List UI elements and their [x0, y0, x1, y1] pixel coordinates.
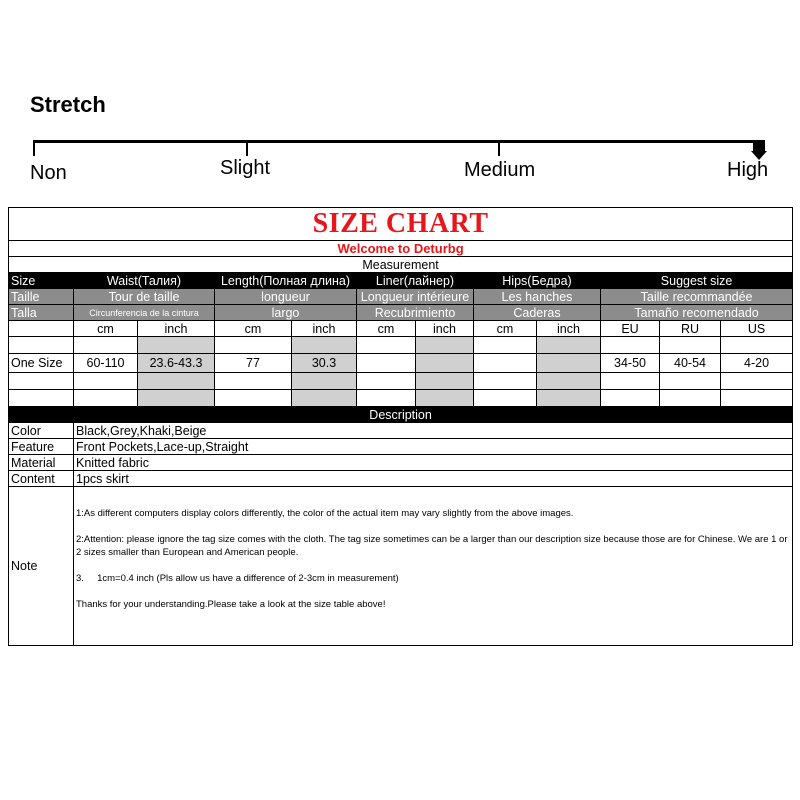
unit-cell: cm — [474, 321, 537, 337]
header-waist-es: Circunferencia de la cintura — [74, 305, 215, 321]
unit-cell: US — [721, 321, 793, 337]
table-cell — [474, 354, 537, 373]
header-length-es: largo — [215, 305, 357, 321]
stretch-level-high: High — [727, 159, 769, 181]
header-waist: Waist(Талия) — [74, 273, 215, 289]
table-row — [9, 354, 793, 373]
unit-cell: cm — [74, 321, 138, 337]
table-row — [9, 373, 793, 390]
header-length-fr: longueur — [215, 289, 357, 305]
stretch-scale-line — [33, 140, 765, 143]
description-row — [9, 423, 793, 439]
header-suggest-size-fr: Taille recommandée — [601, 289, 793, 305]
welcome-text: Welcome to Deturbg — [9, 241, 793, 257]
unit-cell: inch — [292, 321, 357, 337]
stretch-level-non: Non — [30, 162, 67, 184]
header-row-taille — [9, 289, 793, 305]
note-line-3: 3. 1cm=0.4 inch (Pls allow us have a difference of 2-3cm in measurement) — [76, 573, 399, 584]
description-label: Material — [9, 455, 74, 471]
description-row — [9, 439, 793, 455]
header-suggest-size-es: Tamaño recomendado — [601, 305, 793, 321]
header-liner-es: Recubrimiento — [357, 305, 474, 321]
units-blank — [9, 321, 74, 337]
description-value: Front Pockets,Lace-up,Straight — [74, 439, 793, 455]
header-row-size — [9, 273, 793, 289]
description-label: Feature — [9, 439, 74, 455]
header-hips-es: Caderas — [474, 305, 601, 321]
unit-cell: inch — [416, 321, 474, 337]
table-cell: 40-54 — [660, 354, 721, 373]
note-line-4: Thanks for your understanding.Please take a look at the size table above! — [76, 599, 386, 610]
header-waist-fr: Tour de taille — [74, 289, 215, 305]
note-row — [9, 487, 793, 646]
table-cell: 34-50 — [601, 354, 660, 373]
description-value: Knitted fabric — [74, 455, 793, 471]
table-cell — [357, 354, 416, 373]
description-row — [9, 455, 793, 471]
size-chart-title: SIZE CHART — [9, 208, 793, 241]
description-label: Color — [9, 423, 74, 439]
unit-cell: cm — [215, 321, 292, 337]
unit-cell: cm — [357, 321, 416, 337]
note-line-1: 1:As different computers display colors differently, the color of the actual item may vary slightly from the above images. — [76, 508, 574, 519]
table-row — [9, 390, 793, 407]
note-label: Note — [9, 487, 74, 646]
unit-cell: inch — [537, 321, 601, 337]
row-label-size: Size — [9, 273, 74, 289]
stretch-title: Stretch — [30, 92, 106, 117]
unit-cell: RU — [660, 321, 721, 337]
header-liner: Liner(лайнер) — [357, 273, 474, 289]
header-hips-fr: Les hanches — [474, 289, 601, 305]
measurement-header: Measurement — [9, 257, 793, 273]
table-cell — [537, 354, 601, 373]
description-label: Content — [9, 471, 74, 487]
stretch-tick-non — [33, 140, 35, 156]
header-hips: Hips(Бедра) — [474, 273, 601, 289]
description-value: Black,Grey,Khaki,Beige — [74, 423, 793, 439]
description-row — [9, 471, 793, 487]
table-cell: 4-20 — [721, 354, 793, 373]
row-label-talla: Talla — [9, 305, 74, 321]
header-suggest-size: Suggest size — [601, 273, 793, 289]
table-cell: 60-110 — [74, 354, 138, 373]
unit-cell: inch — [138, 321, 215, 337]
table-cell — [416, 354, 474, 373]
stretch-tick-medium — [498, 140, 500, 156]
note-text — [74, 487, 793, 646]
unit-cell: EU — [601, 321, 660, 337]
table-cell: 23.6-43.3 — [138, 354, 215, 373]
description-header: Description — [9, 407, 793, 423]
units-row — [9, 321, 793, 337]
note-line-2: 2:Attention: please ignore the tag size comes with the cloth. The tag size sometimes can be a larger than our description size because those are for Chinese. We are 1 or 2 sizes smaller than European and American people. — [76, 534, 788, 558]
header-length: Length(Полная длина) — [215, 273, 357, 289]
table-row — [9, 337, 793, 354]
stretch-tick-slight — [246, 140, 248, 156]
table-cell: 77 — [215, 354, 292, 373]
row-label-one-size: One Size — [9, 354, 74, 373]
stretch-level-medium: Medium — [464, 159, 536, 181]
row-label-taille: Taille — [9, 289, 74, 305]
description-value: 1pcs skirt — [74, 471, 793, 487]
table-cell: 30.3 — [292, 354, 357, 373]
header-row-talla — [9, 305, 793, 321]
stretch-level-slight: Slight — [220, 157, 271, 179]
header-liner-fr: Longueur intérieure — [357, 289, 474, 305]
size-chart-table — [8, 207, 793, 646]
